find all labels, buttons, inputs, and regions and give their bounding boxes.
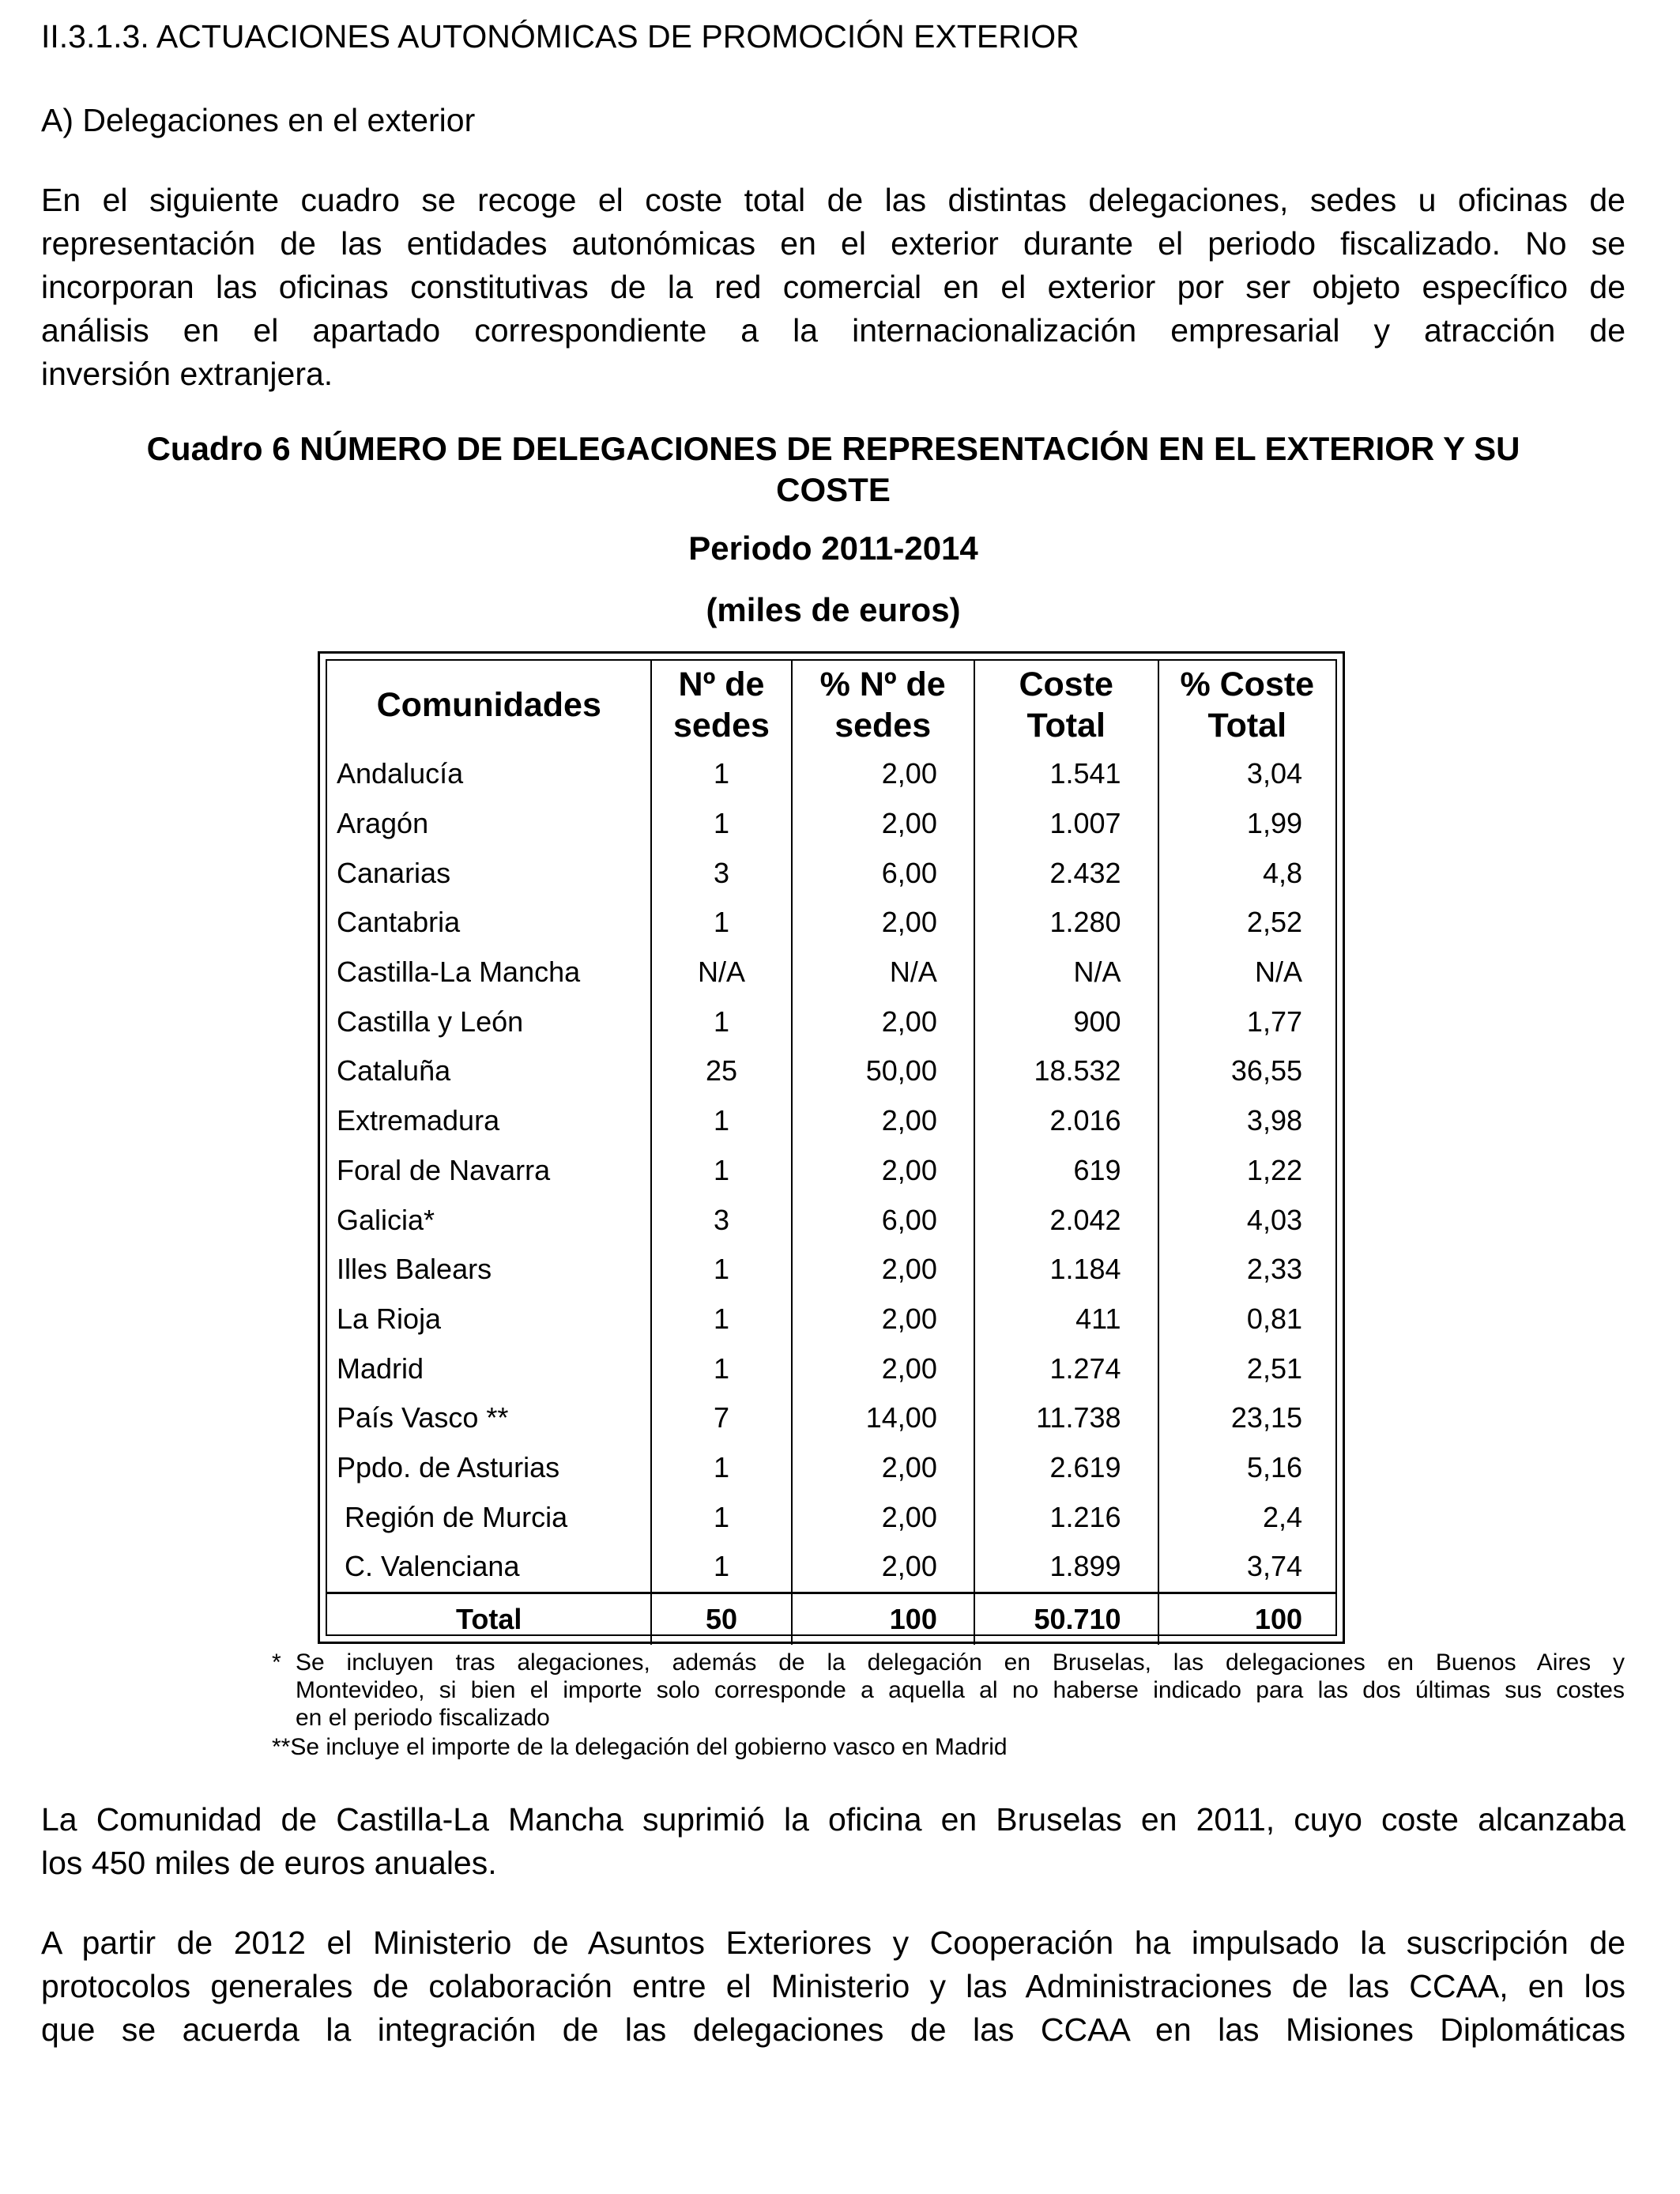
cell-num-sedes: 7 — [651, 1393, 791, 1443]
cell-num-sedes: 1 — [651, 1146, 791, 1196]
header-num-sedes — [651, 661, 791, 749]
table-row — [327, 1492, 1335, 1542]
header-pct-num-sedes — [792, 661, 974, 749]
castilla-paragraph — [41, 1798, 1625, 1885]
cell-num-sedes: 1 — [651, 1492, 791, 1542]
section-heading: II.3.1.3. ACTUACIONES AUTONÓMICAS DE PROMOCIÓN EXTERIOR — [41, 18, 1079, 55]
cell-coste-total: 18.532 — [974, 1046, 1158, 1096]
cell-num-sedes: 3 — [651, 1195, 791, 1245]
cell-pct-coste-total: 23,15 — [1158, 1393, 1335, 1443]
table-row — [327, 1542, 1335, 1593]
cell-pct-num-sedes: 2,00 — [792, 898, 974, 948]
cell-pct-num-sedes: 2,00 — [792, 1344, 974, 1393]
table-row — [327, 1295, 1335, 1344]
cell-comunidad: Madrid — [337, 1351, 424, 1385]
cell-comunidad: La Rioja — [337, 1302, 442, 1335]
paragraph-line: inversión extranjera. — [41, 356, 333, 392]
cell-comunidad: Extremadura — [337, 1104, 500, 1137]
header-coste-total — [974, 661, 1158, 749]
header-label: sedes — [834, 707, 932, 745]
header-label: Comunidades — [376, 686, 601, 724]
header-label: % Coste — [1180, 665, 1315, 703]
paragraph-line: La Comunidad de Castilla-La Mancha suprimió la oficina en Bruselas en 2011, cuyo coste alcanzaba — [41, 1801, 1625, 1838]
cell-comunidad: Castilla-La Mancha — [337, 956, 581, 989]
table-total-row — [327, 1593, 1335, 1645]
total-cell-num-sedes: 50 — [651, 1593, 791, 1645]
cell-comunidad: Castilla y León — [337, 1005, 524, 1038]
table-row — [327, 997, 1335, 1046]
total-cell-comunidad: Total — [327, 1593, 651, 1645]
cell-comunidad: C. Valenciana — [337, 1550, 520, 1583]
cell-num-sedes: 1 — [651, 799, 791, 849]
cell-pct-num-sedes: 2,00 — [792, 749, 974, 799]
table-footnotes — [272, 1649, 1625, 1761]
cell-comunidad: Andalucía — [337, 757, 464, 790]
footnote-mark: * — [272, 1649, 281, 1676]
cell-num-sedes: 1 — [651, 749, 791, 799]
cell-pct-num-sedes: 2,00 — [792, 799, 974, 849]
cell-num-sedes: 25 — [651, 1046, 791, 1096]
cell-coste-total: 1.216 — [974, 1492, 1158, 1542]
footnote-line: en el periodo fiscalizado — [296, 1705, 550, 1731]
total-cell-pct-coste-total: 100 — [1158, 1593, 1335, 1645]
cell-pct-num-sedes: 2,00 — [792, 997, 974, 1046]
cell-pct-coste-total: 0,81 — [1158, 1295, 1335, 1344]
cell-comunidad: Illes Balears — [337, 1253, 492, 1286]
table-row — [327, 1096, 1335, 1146]
cell-pct-coste-total: 1,22 — [1158, 1146, 1335, 1196]
cell-num-sedes: 1 — [651, 1295, 791, 1344]
cell-pct-num-sedes: 14,00 — [792, 1393, 974, 1443]
cell-pct-num-sedes: N/A — [792, 948, 974, 997]
header-pct-coste-total — [1158, 661, 1335, 749]
table-row — [327, 1443, 1335, 1493]
paragraph-line: análisis en el apartado correspondiente a la internacionalización empresarial y atracción de — [41, 312, 1625, 349]
cell-pct-num-sedes: 2,00 — [792, 1443, 974, 1493]
cell-pct-num-sedes: 2,00 — [792, 1096, 974, 1146]
header-label: Coste — [1019, 665, 1113, 703]
table-row — [327, 1146, 1335, 1196]
sub-heading: A) Delegaciones en el exterior — [41, 102, 476, 138]
header-comunidades — [327, 661, 651, 749]
ministerio-paragraph — [41, 1921, 1625, 2052]
footnote-1 — [272, 1649, 1625, 1732]
table-row — [327, 1046, 1335, 1096]
cell-pct-coste-total: 3,04 — [1158, 749, 1335, 799]
cell-pct-num-sedes: 50,00 — [792, 1046, 974, 1096]
caption-title-line: COSTE — [776, 471, 891, 508]
table-row — [327, 898, 1335, 948]
table-row — [327, 948, 1335, 997]
cell-coste-total: 1.899 — [974, 1542, 1158, 1593]
table-caption-period: Periodo 2011-2014 — [688, 530, 978, 567]
paragraph-line: A partir de 2012 el Ministerio de Asuntos Exteriores y Cooperación ha impulsado la suscripción de — [41, 1924, 1625, 1961]
cell-pct-coste-total: 1,99 — [1158, 799, 1335, 849]
header-label: Total — [1207, 707, 1287, 745]
cell-comunidad: Canarias — [337, 856, 451, 889]
cell-num-sedes: 1 — [651, 1245, 791, 1295]
table-row — [327, 749, 1335, 799]
cell-comunidad: País Vasco ** — [337, 1401, 509, 1434]
cell-coste-total: 411 — [974, 1295, 1158, 1344]
footnote-2: **Se incluye el importe de la delegación del gobierno vasco en Madrid — [272, 1734, 1008, 1760]
table-row — [327, 1245, 1335, 1295]
cell-pct-coste-total: 3,74 — [1158, 1542, 1335, 1593]
table-row — [327, 1344, 1335, 1393]
cell-pct-coste-total: 2,52 — [1158, 898, 1335, 948]
cell-comunidad: Galicia* — [337, 1203, 435, 1236]
paragraph-line: incorporan las oficinas constitutivas de la red comercial en el exterior por ser objeto específico de — [41, 269, 1625, 305]
cell-comunidad: Cataluña — [337, 1054, 451, 1088]
paragraph-line: representación de las entidades autonómicas en el exterior durante el periodo fiscalizado. No se — [41, 225, 1625, 262]
cell-num-sedes: N/A — [651, 948, 791, 997]
table-inner-frame — [326, 659, 1337, 1636]
cell-coste-total: 1.541 — [974, 749, 1158, 799]
cell-coste-total: 11.738 — [974, 1393, 1158, 1443]
table-row — [327, 1393, 1335, 1443]
cell-pct-num-sedes: 2,00 — [792, 1542, 974, 1593]
cell-coste-total: 1.274 — [974, 1344, 1158, 1393]
cell-coste-total: 1.184 — [974, 1245, 1158, 1295]
cell-coste-total: 900 — [974, 997, 1158, 1046]
cell-coste-total: 1.280 — [974, 898, 1158, 948]
table-frame — [318, 651, 1345, 1644]
cell-pct-coste-total: N/A — [1158, 948, 1335, 997]
cell-pct-num-sedes: 6,00 — [792, 848, 974, 898]
cell-pct-coste-total: 3,98 — [1158, 1096, 1335, 1146]
cell-coste-total: 2.042 — [974, 1195, 1158, 1245]
cell-pct-coste-total: 36,55 — [1158, 1046, 1335, 1096]
cell-pct-num-sedes: 2,00 — [792, 1245, 974, 1295]
cell-coste-total: N/A — [974, 948, 1158, 997]
header-label: Total — [1026, 707, 1106, 745]
cell-comunidad: Cantabria — [337, 906, 461, 939]
cell-num-sedes: 1 — [651, 1344, 791, 1393]
cell-pct-num-sedes: 2,00 — [792, 1492, 974, 1542]
cell-comunidad: Foral de Navarra — [337, 1153, 551, 1186]
paragraph-line: protocolos generales de colaboración entre el Ministerio y las Administraciones de las CCAA, en los — [41, 1968, 1625, 2004]
cell-coste-total: 619 — [974, 1146, 1158, 1196]
paragraph-line: los 450 miles de euros anuales. — [41, 1845, 497, 1881]
table-row — [327, 848, 1335, 898]
footnote-line: Se incluyen tras alegaciones, además de la delegación en Bruselas, las delegaciones en Buenos Aires y — [296, 1649, 1625, 1676]
intro-paragraph — [41, 179, 1625, 396]
cell-comunidad: Región de Murcia — [337, 1500, 568, 1533]
cell-coste-total: 2.619 — [974, 1443, 1158, 1493]
paragraph-line: que se acuerda la integración de las delegaciones de las CCAA en las Misiones Diplomáticas — [41, 2011, 1625, 2048]
header-label: % Nº de — [819, 665, 946, 703]
table-caption-title — [41, 428, 1625, 511]
cell-num-sedes: 1 — [651, 997, 791, 1046]
header-label: Nº de — [678, 665, 765, 703]
cell-coste-total: 1.007 — [974, 799, 1158, 849]
cell-pct-coste-total: 1,77 — [1158, 997, 1335, 1046]
caption-title-line: Cuadro 6 NÚMERO DE DELEGACIONES DE REPRESENTACIÓN EN EL EXTERIOR Y SU — [146, 430, 1520, 467]
cell-pct-num-sedes: 2,00 — [792, 1295, 974, 1344]
cell-pct-num-sedes: 2,00 — [792, 1146, 974, 1196]
cell-comunidad: Aragón — [337, 807, 429, 840]
delegations-table — [327, 661, 1335, 1645]
cell-coste-total: 2.016 — [974, 1096, 1158, 1146]
cell-num-sedes: 1 — [651, 1443, 791, 1493]
cell-num-sedes: 1 — [651, 898, 791, 948]
cell-num-sedes: 1 — [651, 1542, 791, 1593]
cell-pct-coste-total: 2,4 — [1158, 1492, 1335, 1542]
cell-coste-total: 2.432 — [974, 848, 1158, 898]
cell-num-sedes: 3 — [651, 848, 791, 898]
table-body — [327, 749, 1335, 1645]
paragraph-line: En el siguiente cuadro se recoge el coste total de las distintas delegaciones, sedes u oficinas de — [41, 182, 1625, 218]
table-row — [327, 1195, 1335, 1245]
cell-pct-num-sedes: 6,00 — [792, 1195, 974, 1245]
cell-pct-coste-total: 2,51 — [1158, 1344, 1335, 1393]
cell-pct-coste-total: 5,16 — [1158, 1443, 1335, 1493]
footnote-line: Montevideo, si bien el importe solo corresponde a aquella al no haberse indicado para las dos últimas sus costes — [296, 1677, 1625, 1703]
cell-num-sedes: 1 — [651, 1096, 791, 1146]
cell-pct-coste-total: 2,33 — [1158, 1245, 1335, 1295]
cell-comunidad: Ppdo. de Asturias — [337, 1450, 560, 1483]
table-header-row — [327, 661, 1335, 749]
table-caption-units: (miles de euros) — [706, 591, 961, 628]
total-cell-coste-total: 50.710 — [974, 1593, 1158, 1645]
cell-pct-coste-total: 4,03 — [1158, 1195, 1335, 1245]
total-cell-pct-num-sedes: 100 — [792, 1593, 974, 1645]
header-label: sedes — [673, 707, 770, 745]
table-row — [327, 799, 1335, 849]
cell-pct-coste-total: 4,8 — [1158, 848, 1335, 898]
